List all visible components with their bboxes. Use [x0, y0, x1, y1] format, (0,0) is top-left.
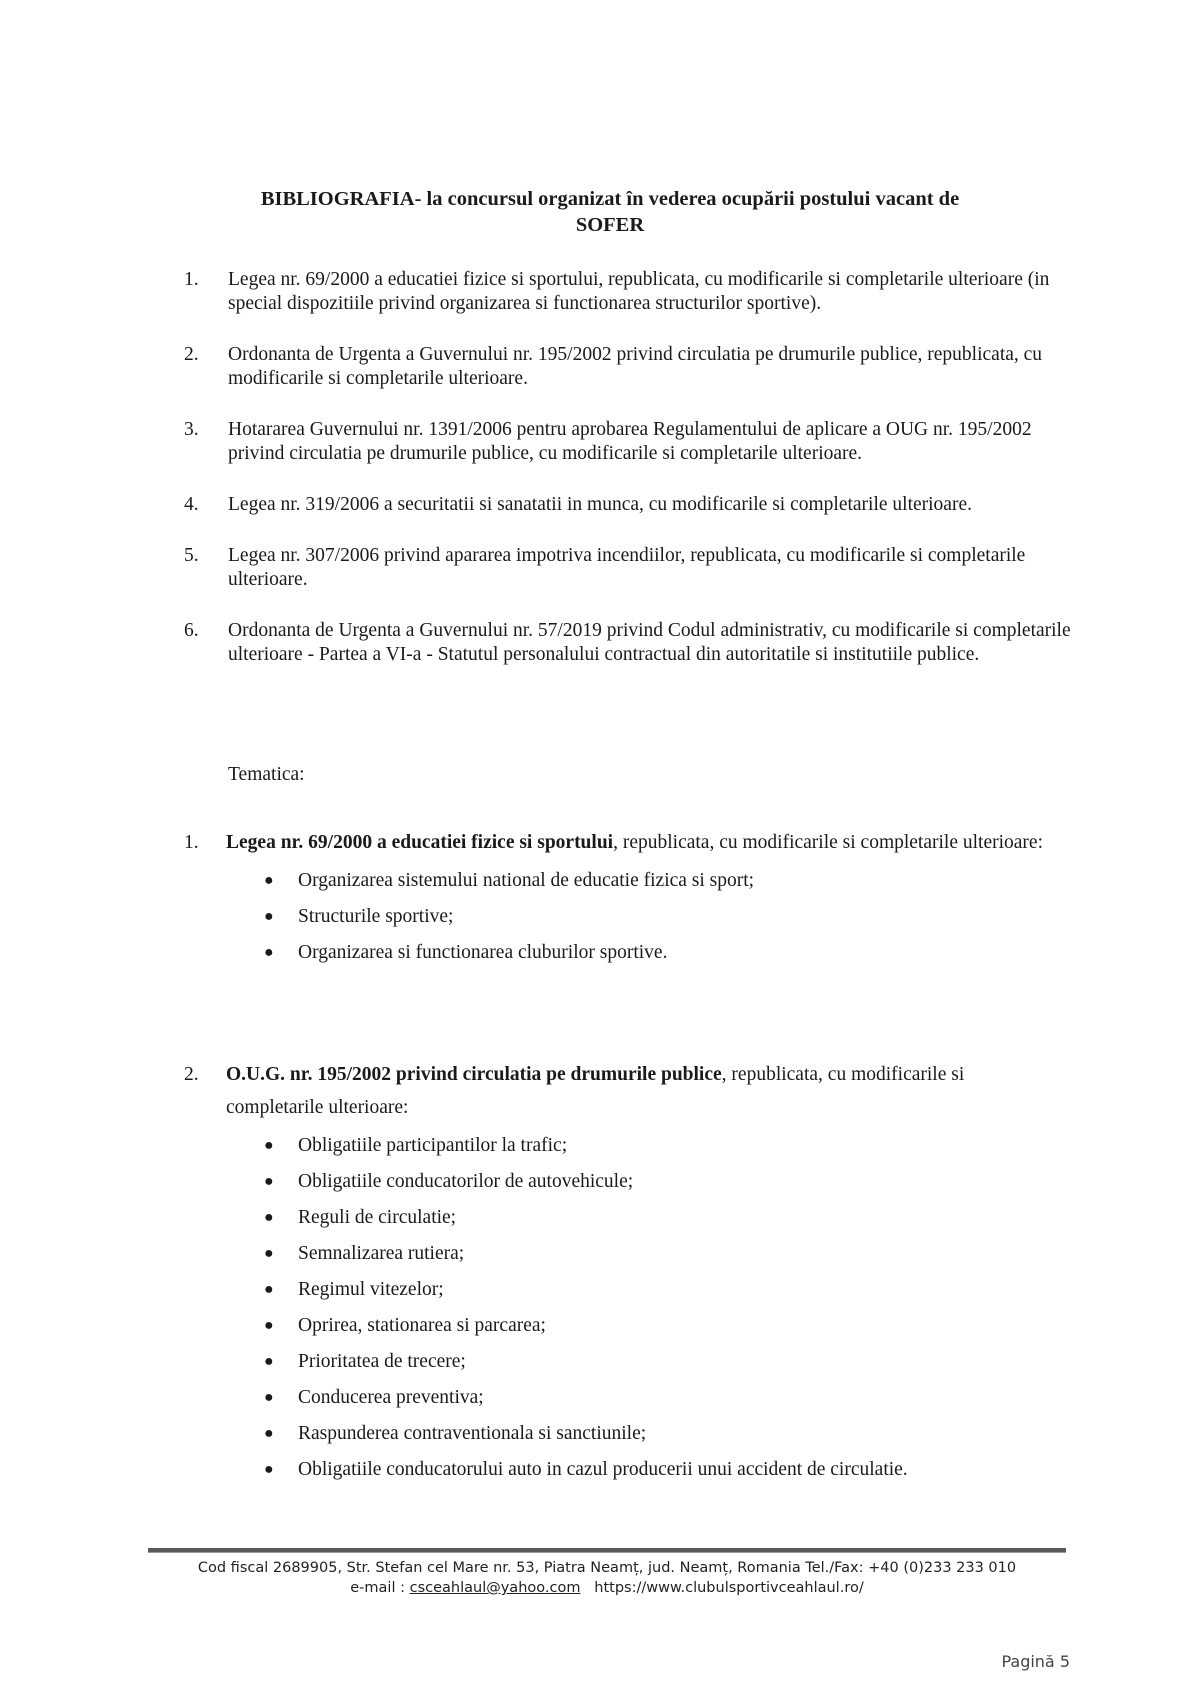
bullet-item: ● Obligatiile conducatorului auto in cazul producerii unui accident de circulatie. [264, 1452, 1064, 1488]
item-number: 2. [184, 344, 199, 365]
bullet-icon: ● [264, 1137, 274, 1154]
topic-law-rest: , republicata, cu modificarile si completarile ulterioare: [226, 1064, 965, 1118]
title-line-1: BIBLIOGRAFIA- la concursul organizat în vederea ocupării postului vacant de [260, 188, 960, 210]
item-text: Hotararea Guvernului nr. 1391/2006 pentru aprobarea Regulamentului de aplicare a OUG nr. 195/2002 privind circulatia pe drumurile publice, cu modificarile si completarile ulterioare. [228, 419, 1032, 464]
footer-address: Cod fiscal 2689905, Str. Stefan cel Mare nr. 53, Piatra Neamț, jud. Neamț, Romania Tel./Fax: +40 (0)233 233 010 [197, 1560, 1017, 1576]
bullet-icon: ● [264, 1173, 274, 1190]
document-title [200, 186, 1020, 238]
footer-email-label: e-mail : [350, 1580, 410, 1596]
footer-website-link[interactable]: https://www.clubulsportivceahlaul.ro/ [594, 1580, 864, 1596]
item-number: 4. [184, 494, 199, 515]
topic-text [184, 1058, 1064, 1124]
bullet-item: ● Oprirea, stationarea si parcarea; [264, 1308, 1064, 1344]
bullet-icon: ● [264, 1245, 274, 1262]
bibliography-item [184, 619, 1072, 667]
bullet-icon: ● [264, 944, 274, 961]
topic-law-title: Legea nr. 69/2000 a educatiei fizice si sportului [226, 832, 614, 853]
topic-law-title: O.U.G. nr. 195/2002 privind circulatia pe drumurile publice [226, 1064, 722, 1085]
bibliography-item [184, 544, 1072, 592]
bullet-icon: ● [264, 1281, 274, 1298]
item-text: Legea nr. 319/2006 a securitatii si sanatatii in munca, cu modificarile si completarile ulterioare. [228, 494, 972, 515]
footer [148, 1558, 1066, 1598]
topic-bullets [184, 1128, 1064, 1488]
bullet-icon: ● [264, 1317, 274, 1334]
tematica-heading: Tematica: [228, 764, 305, 785]
bullet-item: ● Organizarea sistemului national de educatie fizica si sport; [264, 863, 1064, 899]
bullet-icon: ● [264, 1209, 274, 1226]
bullet-icon: ● [264, 872, 274, 889]
item-text: Legea nr. 69/2000 a educatiei fizice si sportului, republicata, cu modificarile si completarile ulterioare (in special dispozitiile privind organizarea si functionarea structurilor sportive). [228, 269, 1050, 314]
item-text: Ordonanta de Urgenta a Guvernului nr. 195/2002 privind circulatia pe drumurile publice, republicata, cu modificarile si completarile ulterioare. [228, 344, 1043, 389]
topic-number: 2. [184, 1064, 199, 1085]
item-number: 1. [184, 269, 199, 290]
topic-number: 1. [184, 832, 199, 853]
topic-1 [184, 826, 1064, 971]
bullet-item: ● Obligatiile conducatorilor de autovehicule; [264, 1164, 1064, 1200]
bullet-icon: ● [264, 1389, 274, 1406]
footer-contact [148, 1578, 1066, 1598]
bullet-icon: ● [264, 908, 274, 925]
bibliography-item [184, 343, 1072, 391]
bullet-item: ● Structurile sportive; [264, 899, 1064, 935]
bullet-icon: ● [264, 1461, 274, 1478]
topic-law-rest: , republicata, cu modificarile si completarile ulterioare: [613, 832, 1043, 853]
bullet-item: ● Semnalizarea rutiera; [264, 1236, 1064, 1272]
item-number: 6. [184, 620, 199, 641]
page-number: Pagină 5 [1001, 1652, 1070, 1671]
bibliography-item [184, 418, 1072, 466]
item-number: 3. [184, 419, 199, 440]
bibliography-list [184, 268, 1072, 694]
bibliography-item [184, 493, 1072, 517]
footer-email-link[interactable]: csceahlaul@yahoo.com [409, 1580, 581, 1596]
topic-text [184, 826, 1064, 859]
bullet-item: ● Obligatiile participantilor la trafic; [264, 1128, 1064, 1164]
title-line-2: SOFER [575, 214, 645, 236]
bullet-item: ● Organizarea si functionarea cluburilor sportive. [264, 935, 1064, 971]
topic-bullets [184, 863, 1064, 971]
bullet-item: ● Prioritatea de trecere; [264, 1344, 1064, 1380]
bullet-item: ● Conducerea preventiva; [264, 1380, 1064, 1416]
bullet-icon: ● [264, 1353, 274, 1370]
bullet-icon: ● [264, 1425, 274, 1442]
item-number: 5. [184, 545, 199, 566]
item-text: Legea nr. 307/2006 privind apararea impotriva incendiilor, republicata, cu modificarile si completarile ulterioare. [228, 545, 1026, 590]
bullet-item: ● Reguli de circulatie; [264, 1200, 1064, 1236]
footer-divider [148, 1548, 1066, 1553]
bullet-item: ● Regimul vitezelor; [264, 1272, 1064, 1308]
bibliography-item [184, 268, 1072, 316]
bullet-item: ● Raspunderea contraventionala si sanctiunile; [264, 1416, 1064, 1452]
topic-2 [184, 1058, 1064, 1488]
item-text: Ordonanta de Urgenta a Guvernului nr. 57/2019 privind Codul administrativ, cu modificarile si completarile ulterioare - Partea a VI-a - Statutul personalului contractual din autoritatile si institutiile publice. [228, 620, 1071, 665]
